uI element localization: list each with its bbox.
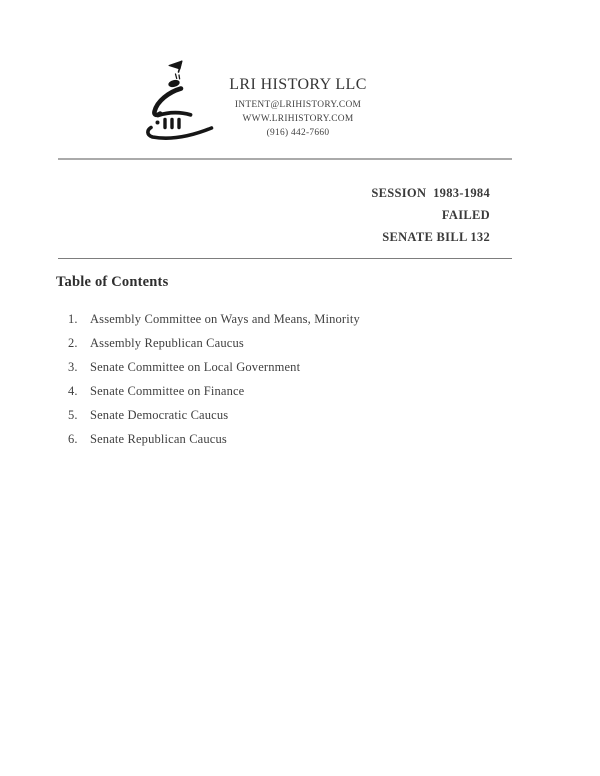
toc-item-number: 2. <box>68 336 78 350</box>
toc-item-number: 1. <box>68 312 78 326</box>
toc-item-label: Assembly Republican Caucus <box>90 336 244 350</box>
toc-item-number: 5. <box>68 408 78 422</box>
company-name: LRI HISTORY LLC <box>229 76 367 93</box>
toc-item <box>68 307 360 331</box>
company-website: WWW.LRIHISTORY.COM <box>242 114 354 124</box>
toc-item <box>68 355 360 379</box>
toc-item <box>68 379 360 403</box>
session-line: SESSION 1983-1984 <box>371 186 490 200</box>
toc-item <box>68 331 360 355</box>
toc-title: Table of Contents <box>56 274 169 290</box>
divider-bottom <box>58 258 512 259</box>
toc-item-label: Assembly Committee on Ways and Means, Minority <box>90 312 360 326</box>
toc-list <box>68 307 360 451</box>
toc-item-label: Senate Committee on Local Government <box>90 360 301 374</box>
toc-item-label: Senate Democratic Caucus <box>90 408 229 422</box>
toc-item-label: Senate Committee on Finance <box>90 384 245 398</box>
divider-top <box>58 158 512 160</box>
bill-header <box>371 182 490 248</box>
bill-line: SENATE BILL 132 <box>382 230 490 244</box>
status-line: FAILED <box>441 208 490 222</box>
toc-item-number: 6. <box>68 432 78 446</box>
toc-item-number: 3. <box>68 360 78 374</box>
toc-item-label: Senate Republican Caucus <box>90 432 227 446</box>
toc-item <box>68 403 360 427</box>
company-email: INTENT@LRIHISTORY.COM <box>234 100 362 110</box>
toc-item <box>68 427 360 451</box>
toc-item-number: 4. <box>68 384 78 398</box>
letterhead-text <box>196 75 400 140</box>
company-phone: (916) 442-7660 <box>266 128 330 138</box>
